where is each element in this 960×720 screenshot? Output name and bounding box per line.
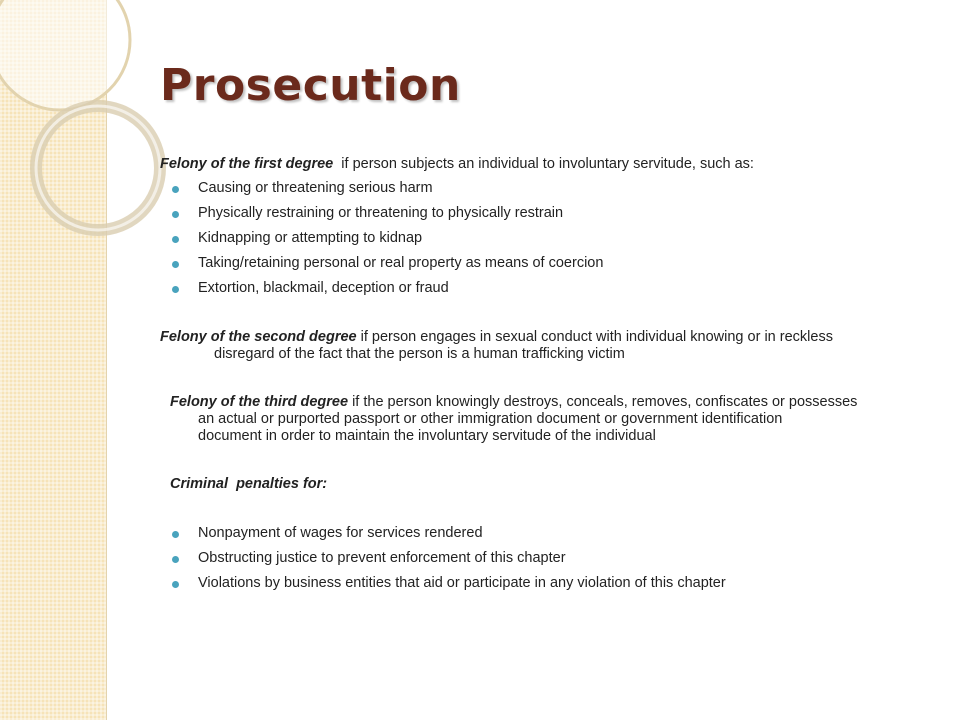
third-degree-text: if the person knowingly destroys, conceals, removes, confiscates or possesses: [348, 394, 858, 410]
third-degree-continuation-1: an actual or purported passport or other immigration document or government identification: [198, 411, 783, 427]
first-degree-text: if person subjects an individual to involuntary servitude, such as:: [333, 156, 754, 172]
third-degree-paragraph: [170, 394, 857, 411]
bullet-icon: [172, 261, 179, 268]
second-degree-lead: Felony of the second degree: [160, 329, 357, 345]
first-degree-paragraph: [160, 156, 754, 173]
list-item: Taking/retaining personal or real property as means of coercion: [198, 255, 604, 271]
second-degree-text: if person engages in sexual conduct with individual knowing or in reckless: [356, 329, 833, 345]
bullet-icon: [172, 556, 179, 563]
third-degree-continuation-2: document in order to maintain the involuntary servitude of the individual: [198, 428, 656, 444]
third-degree-lead: Felony of the third degree: [170, 394, 349, 410]
list-item: Violations by business entities that aid or participate in any violation of this chapter: [198, 575, 726, 591]
bullet-icon: [172, 581, 179, 588]
list-item: Nonpayment of wages for services rendered: [198, 525, 483, 541]
bullet-icon: [172, 531, 179, 538]
decorative-side-band: [0, 0, 107, 720]
bullet-icon: [172, 236, 179, 243]
bullet-icon: [172, 211, 179, 218]
list-item: Physically restraining or threatening to physically restrain: [198, 205, 564, 221]
second-degree-paragraph: [160, 329, 833, 346]
slide-title: Prosecution: [160, 60, 461, 111]
bullet-icon: [172, 186, 179, 193]
list-item: Causing or threatening serious harm: [198, 180, 433, 196]
list-item: Obstructing justice to prevent enforcement of this chapter: [198, 550, 566, 566]
penalties-heading: Criminal penalties for:: [170, 476, 328, 492]
bullet-icon: [172, 286, 179, 293]
second-degree-continuation: disregard of the fact that the person is a human trafficking victim: [214, 346, 625, 362]
list-item: Kidnapping or attempting to kidnap: [198, 230, 423, 246]
list-item: Extortion, blackmail, deception or fraud: [198, 280, 449, 296]
first-degree-lead: Felony of the first degree: [160, 156, 334, 172]
